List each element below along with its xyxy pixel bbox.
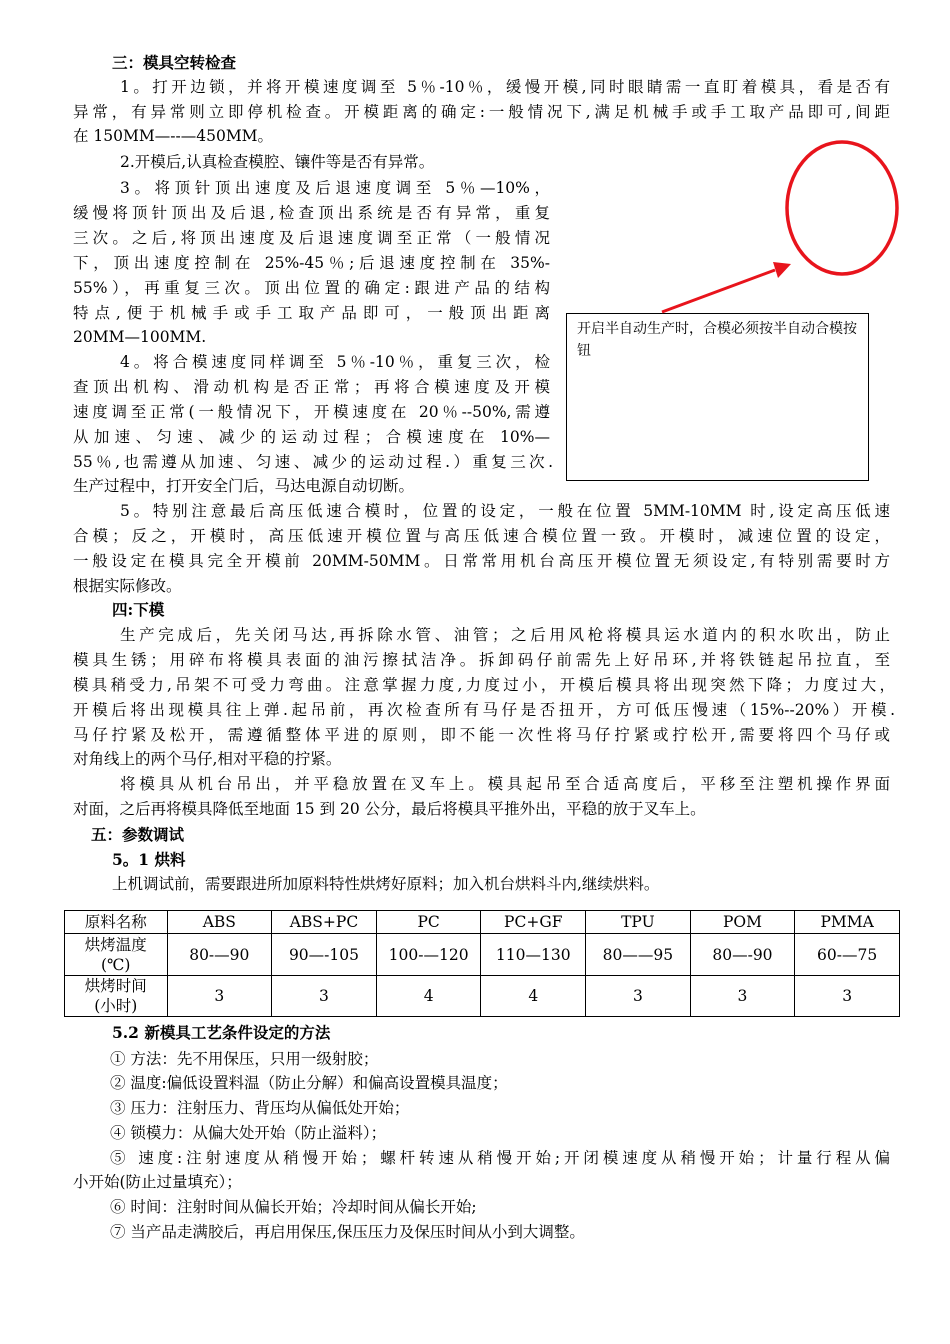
table-row-temperature <box>65 934 900 976</box>
table-row-label <box>65 934 168 976</box>
s3-p3-line7: 20MM—100MM. <box>73 328 207 346</box>
time-label-line1: 烘烤时间 <box>84 977 147 995</box>
red-arrow-line <box>662 270 775 312</box>
method-item: ② 温度:偏低设置料温（防止分解）和偏高设置模具温度； <box>110 1074 508 1092</box>
s3-p4-line6: 生产过程中，打开安全门后，马达电源自动切断。 <box>73 477 415 495</box>
table-cell: 3 <box>586 976 691 1017</box>
method-item: ⑤ 速度:注射速度从稍慢开始；螺杆转速从稍慢开始;开闭模速度从稍慢开始；计量行程从偏 <box>110 1149 890 1167</box>
section3-heading: 三：模具空转检查 <box>112 53 237 72</box>
method-item: ① 方法：先不用保压，只用一级射胶； <box>110 1050 379 1068</box>
section5-sub1-text: 上机调试前，需要跟进所加原料特性烘烤好原料；加入机台烘料斗内,继续烘料。 <box>112 875 660 893</box>
s3-p1-line3: 在 150MM—--—450MM。 <box>73 127 274 145</box>
temp-label-line2: (℃) <box>101 955 131 974</box>
s3-p4-line5: 55％,也需遵从加速、匀速、减少的运动过程.）重复三次. <box>73 453 553 471</box>
s3-p5-line1: 5。特别注意最后高压低速合模时，位置的设定，一般在位置 5MM-10MM 时,设定高压低速 <box>120 502 890 520</box>
s3-p3-line5: 55%），再重复三次。顶出位置的确定:跟进产品的结构 <box>73 279 550 297</box>
table-header-cell: PC+GF <box>481 911 586 934</box>
table-header-cell: ABS+PC <box>272 911 377 934</box>
callout-text: 开启半自动生产时，合模必须按半自动合模按钮 <box>577 321 857 359</box>
table-cell: 3 <box>690 976 795 1017</box>
baking-table <box>64 910 900 1017</box>
s3-p3-line3: 三次。之后,将顶出速度及后退速度调至正常（一般情况 <box>73 229 550 247</box>
s3-p3-line2: 缓慢将顶针顶出及后退,检查顶出系统是否有异常，重复 <box>73 204 550 222</box>
time-label-line2: (小时) <box>94 997 138 1015</box>
section5-sub2: 5.2 新模具工艺条件设定的方法 <box>112 1023 331 1042</box>
s4-p2-line1: 将模具从机台吊出，并平稳放置在叉车上。模具起吊至合适高度后，平移至注塑机操作界面 <box>120 775 890 793</box>
table-header-row <box>65 911 900 934</box>
s3-p3-line6: 特点,便于机械手或手工取产品即可，一般顶出距离 <box>73 304 550 322</box>
table-cell: 4 <box>376 976 481 1017</box>
table-cell: 3 <box>167 976 272 1017</box>
callout-box <box>566 313 869 481</box>
table-cell: 4 <box>481 976 586 1017</box>
s3-p2: 2.开模后,认真检查模腔、镶件等是否有异常。 <box>120 153 435 171</box>
s4-p1-line4: 开模后将出现模具往上弹.起吊前，再次检查所有马仔是否扭开，方可低压慢速（15%--20%）开模. <box>73 701 895 719</box>
table-row-time <box>65 976 900 1017</box>
s4-p2-line2: 对面，之后再将模具降低至地面 15 到 20 公分，最后将模具平推外出，平稳的放于叉车上。 <box>73 800 706 818</box>
table-header-cell: PMMA <box>795 911 900 934</box>
s3-p5-line2: 合模；反之，开模时，高压低速开模位置与高压低速合模位置一致。开模时，减速位置的设定， <box>73 527 890 545</box>
table-cell: 80——95 <box>586 934 691 976</box>
table-cell: 80-—90 <box>167 934 272 976</box>
section5-sub1: 5。1 烘料 <box>112 850 186 869</box>
s4-p4-line1: 4。将合模速度同样调至 5％-10％，重复三次，检 <box>120 353 550 371</box>
s3-p4-line2: 查顶出机构、滑动机构是否正常；再将合模速度及开模 <box>73 378 550 396</box>
table-header-cell: PC <box>376 911 481 934</box>
method-item: ⑦ 当产品走满胶后，再启用保压,保压压力及保压时间从小到大调整。 <box>110 1223 585 1241</box>
s3-p3-line1: 3。将顶针顶出速度及后退速度调至 5％—10%， <box>120 179 550 197</box>
s3-p1-line1: 1。打开边锁，并将开模速度调至 5％-10％，缓慢开模,同时眼睛需一直盯着模具，看是否有 <box>120 78 890 96</box>
table-cell: 3 <box>272 976 377 1017</box>
table-cell: 100-—120 <box>376 934 481 976</box>
table-cell: 80—-90 <box>690 934 795 976</box>
method-item: ⑥ 时间：注射时间从偏长开始；冷却时间从偏长开始; <box>110 1198 477 1216</box>
table-header-cell: ABS <box>167 911 272 934</box>
s3-p4-line3: 速度调至正常(一般情况下，开模速度在 20％--50%,需遵 <box>73 403 550 421</box>
section4-heading: 四:下模 <box>112 600 165 619</box>
red-arrow-head-icon <box>773 262 791 278</box>
table-row-label <box>65 976 168 1017</box>
method-item: ③ 压力：注射压力、背压均从偏低处开始； <box>110 1099 410 1117</box>
table-cell: 90—-105 <box>272 934 377 976</box>
s3-p3-line4: 下，顶出速度控制在 25%-45％;后退速度控制在 35%- <box>73 254 550 272</box>
table-cell: 110—130 <box>481 934 586 976</box>
table-cell: 3 <box>795 976 900 1017</box>
section5-heading: 五：参数调试 <box>91 825 185 844</box>
table-header-cell: TPU <box>586 911 691 934</box>
s4-p1-line6: 对角线上的两个马仔,相对平稳的拧紧。 <box>73 750 342 768</box>
method-item: ④ 锁模力：从偏大处开始（防止溢料）； <box>110 1124 387 1142</box>
s4-p1-line2: 模具生锈；用碎布将模具表面的油污擦拭洁净。拆卸码仔前需先上好吊环,并将铁链起吊拉直，至 <box>73 651 890 669</box>
method-item-continued: 小开始(防止过量填充）； <box>73 1173 242 1191</box>
table-header-cell: POM <box>690 911 795 934</box>
s3-p5-line4: 根据实际修改。 <box>73 577 182 595</box>
table-cell: 60-—75 <box>795 934 900 976</box>
s4-p1-line1: 生产完成后，先关闭马达,再拆除水管、油管；之后用风枪将模具运水道内的积水吹出，防止 <box>120 626 890 644</box>
s3-p4-line4: 从加速、匀速、减少的运动过程；合模速度在 10%— <box>73 428 550 446</box>
temp-label-line1: 烘烤温度 <box>84 935 147 954</box>
red-ellipse-marker <box>787 142 897 274</box>
s3-p1-line2: 异常，有异常则立即停机检查。开模距离的确定:一般情况下,满足机械手或手工取产品即可,间距 <box>73 103 890 121</box>
s3-p5-line3: 一般设定在模具完全开模前 20MM-50MM。日常常用机台高压开模位置无须设定,有特别需要时方 <box>73 552 890 570</box>
s4-p1-line5: 马仔拧紧及松开，需遵循整体平进的原则，即不能一次性将马仔拧紧或拧松开,需要将四个马仔或 <box>73 726 890 744</box>
s4-p1-line3: 模具稍受力,吊架不可受力弯曲。注意掌握力度,力度过小，开模后模具将出现突然下降；力度过大， <box>73 676 895 694</box>
table-header-cell: 原料名称 <box>65 911 168 934</box>
